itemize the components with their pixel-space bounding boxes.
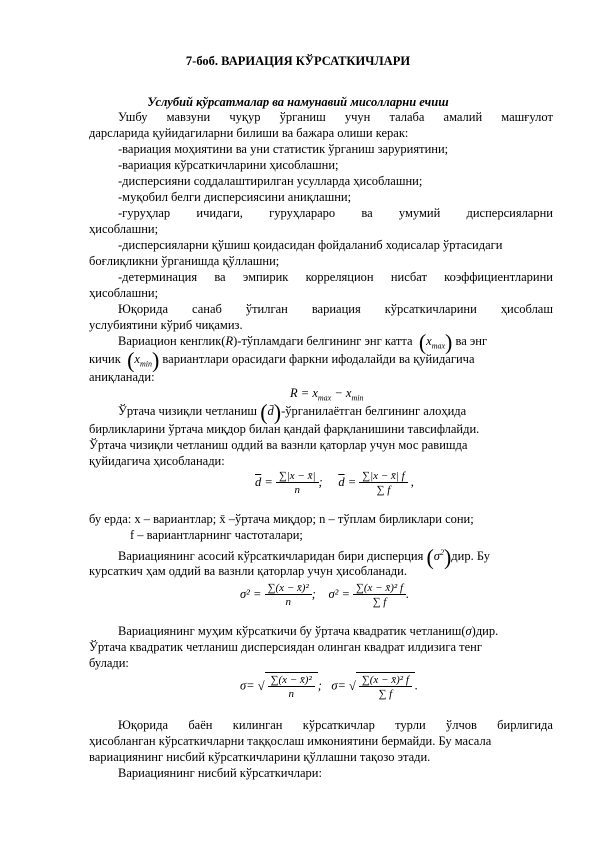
p5-line1: бу ерда: x – вариантлар; x̄ –ўртача миқдор; n – тўплам бирликлари сони; (89, 512, 474, 526)
section-subtitle: Услубий кўрсатмалар ва намунавий мисолларни ечиш (147, 95, 449, 109)
p4-line1: Ўртача чизиқли четланиш (d̄)-ўрганилаётган белгининг алоҳида (118, 399, 467, 425)
p5-line2: f – вариантларнинг частоталари; (130, 528, 303, 542)
p2-line2: услубиятини кўриб чиқамиз. (89, 318, 243, 332)
p4-line4: қуйидагича ҳисобланади: (89, 454, 225, 468)
list-item: -дисперсияларни қўшиш қоидасидан фойдаланиб ходисалар ўртасидаги (118, 238, 503, 252)
formula-variance: σ² = $\frac{\text{∑(x − x̄)²}}{n}$ ; σ² = $\frac{\text{∑(x − x̄)² f}}{\sum f}$ . (240, 582, 410, 608)
p2-line1: Юқорида санаб ўтилган вариация кўрсаткичларини ҳисоблаш (118, 302, 553, 316)
list-item: -дисперсияни соддалаштирилган усулларда ҳисоблашни; (118, 174, 423, 188)
p7-line2: Ўртача квадратик четланиш дисперсиядан олинган квадрат илдизига тенг (89, 640, 482, 654)
p7-line3: булади: (89, 656, 129, 670)
list-item: -детерминация ва эмпирик корреляцион нисбат коэффициентларини (118, 270, 553, 284)
list-item: -гуруҳлар ичидаги, гуруҳлараро ва умумий дисперсияларни (118, 206, 553, 220)
p8-line3: вариациянинг нисбий кўрсаткичларини қўллашни тақозо этади. (89, 750, 431, 764)
list-item: -вариация моҳиятини ва уни статистик ўрганиш заруриятини; (118, 142, 449, 156)
p6-line2: курсаткич ҳам оддий ва вазнли қаторлар учун ҳисобланади. (89, 564, 407, 578)
p3-line1: Вариацион кенглик(R)-тўпламдаги белгининг энг катта $(x_{max})$ ва энг (118, 329, 488, 355)
list-item-cont: боғлиқликни ўрганишда қўллашни; (89, 254, 280, 268)
p8-line1: Юқорида баён килинган кўрсаткичлар турли ўлчов бирлигида (118, 718, 553, 732)
p8-line2: ҳисобланган кўрсаткичларни таққослаш имкониятини бермайди. Бу масала (89, 734, 492, 748)
list-item: -муқобил белги дисперсиясини аниқлашни; (118, 190, 352, 204)
formula-mean-deviation: $\overline{d}$ = $\frac{\sum|x - x̄|}{n}$ ; $\overline{d}$ = $\frac{\sum|x - x̄| f}{\sum f}$ , (255, 470, 414, 496)
chapter-title: 7-боб. ВАРИАЦИЯ КЎРСАТКИЧЛАРИ (185, 54, 411, 68)
p4-line3: Ўртача чизиқли четланиш оддий ва вазнли қаторлар учун мос равишда (89, 438, 468, 452)
p3-line2: кичик $(x_{min})$ вариантлари орасидаги фаркни ифодалайди ва қуйидагича (89, 347, 475, 373)
p8-line4: Вариациянинг нисбий кўрсаткичлари: (118, 766, 322, 780)
list-item-cont: ҳисоблашни; (89, 286, 159, 300)
p4-line2: бирликларини ўртача миқдор билан қандай фарқланишини тавсифлайди. (89, 422, 480, 436)
list-item-cont: ҳисоблашни; (89, 222, 159, 236)
p1-line2: дарсларида қуйидагиларни билиши ва бажара олиши керак: (89, 126, 409, 140)
formula-range: $R = x_{max} - x_{min}$ (290, 386, 364, 403)
list-item: -вариация кўрсаткичларини ҳисоблашни; (118, 158, 339, 172)
p1-line1: Ушбу мавзуни чуқур ўрганиш учун талаба амалий машғулот (118, 110, 553, 124)
p7-line1: Вариациянинг муҳим кўрсаткичи бу ўртача квадратик четланиш(σ)дир. (118, 624, 499, 638)
p3-line3: аниқланади: (89, 370, 155, 384)
p6-line1: Вариациянинг асосий кўрсаткичларидан бири дисперция $(\sigma^2)дир$. Бу (118, 544, 490, 570)
formula-std-deviation: σ= √ $\frac{\text{∑(x − x̄)²}}{n}$ ; σ= √ $\frac{\text{∑(x − x̄)² f}}{\sum f}$ . (240, 674, 419, 700)
